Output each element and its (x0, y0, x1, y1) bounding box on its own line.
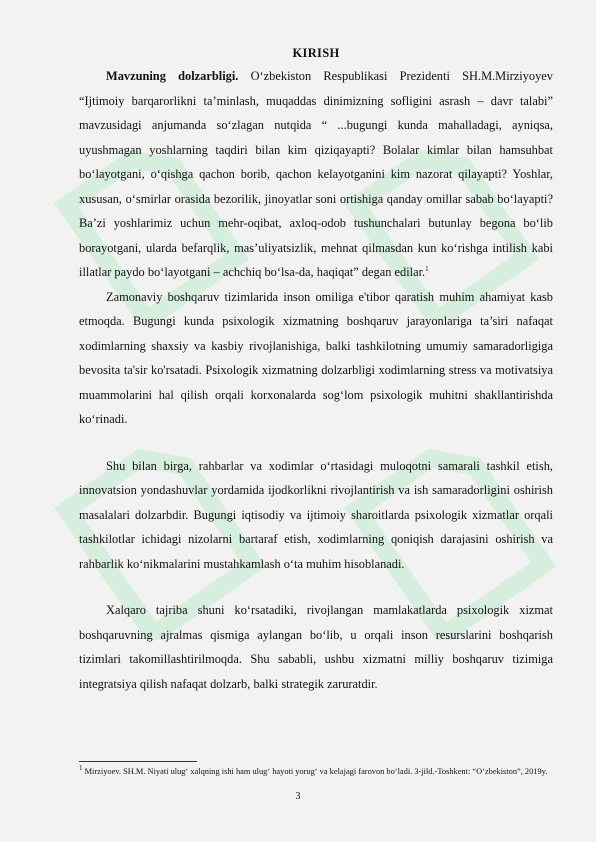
footnote-divider (79, 761, 197, 762)
document-body (79, 42, 553, 696)
footnote-text: Mirziyoev. SH.M. Niyati ulug‘ xalqning ishi ham ulug‘ hayoti yorug‘ va kelajagi farovon bo‘ladi. 3-jild.-Toshkent: “O‘zbekiston”, 2019y. (82, 767, 548, 776)
paragraph-lead: Mavzuning dolzarbligi. (106, 69, 239, 83)
paragraph-4: Xalqaro tajriba shuni ko‘rsatadiki, rivojlangan mamlakatlarda psixologik xizmat boshqaruvning ajralmas qismiga aylangan bo‘lib, u orqali inson resurslarini boshqarish tizimlari takomillashtirilmoqda. Shu sababli, ushbu xizmatni milliy boshqaruv tizimiga integratsiya qilish nafaqat dolzarb, balki strategik zaruratdir. (79, 603, 553, 691)
paragraph-text: O‘zbekiston Respublikasi Prezidenti SH.M.Mirziyoyev “Ijtimoiy barqarorlikni ta’minlash, muqaddas dinimizning sofligini asrash – davr talabi” mavzusidagi anjumanda so‘zlagan nutqida “ ...bugungi kunda mahalladagi, ayniqsa, uyushmagan yoshlarning taqdiri bilan kim qiziqayapti? Bolalar kimlar bilan hamsuhbat bo‘layotgani, o‘qishga qachon borib, qachon kelayotganini kim nazorat qilayapti? Yoshlar, xususan, o‘smirlar orasida bezorilik, jinoyatlar soni ortishiga qanday omillar sabab bo‘layapti? Ba’zi yoshlarimiz uchun mehr-oqibat, axloq-odob tushunchalari butunlay begona bo‘lib borayotgani, ularda befarqlik, mas’uliyatsizlik, mehnat qilmasdan kun ko‘rishga intilish kabi illatlar paydo bo‘layotgani – achchiq bo‘lsa-da, haqiqat” degan edilar. (79, 69, 553, 279)
paragraph-3: Shu bilan birga, rahbarlar va xodimlar o‘rtasidagi muloqotni samarali tashkil etish, innovatsion yondashuvlar yordamida ijodkorlikni rivojlantirish va ish samaradorligini oshirish masalalari dolzarbdir. Bugungi iqtisodiy va ijtimoiy sharoitlarda psixologik xizmatlar orqali tashkilotlar ichidagi nizolarni bartaraf etish, xodimlarning qoniqish darajasini oshirish va rahbarlik ko‘nikmalarini mustahkamlash o‘ta muhim hisoblanadi. (79, 458, 553, 571)
paragraph-1 (79, 64, 553, 285)
footnote-reference[interactable]: 1 (425, 264, 429, 273)
page-title: KIRISH (292, 46, 340, 60)
page-number: 3 (295, 791, 301, 802)
footnote (79, 766, 553, 777)
footnote-mark: 1 (79, 764, 83, 773)
paragraph-2: Zamonaviy boshqaruv tizimlarida inson omiliga e'tibor qaratish muhim ahamiyat kasb etmoqda. Bugungi kunda psixologik xizmatning boshqaruv jarayonlariga ta’siri nafaqat xodimlarning shaxsiy va kasbiy rivojlanishiga, balki tashkilotning umumiy samaradorligiga bevosita ta'sir ko'rsatadi. Psixologik xizmatning dolzarbligi xodimlarning stress va motivatsiya muammolarini hal qilish orqali korxonalarda sog‘lom psixologik muhitni shakllantirishda ko‘rinadi. (79, 289, 553, 426)
